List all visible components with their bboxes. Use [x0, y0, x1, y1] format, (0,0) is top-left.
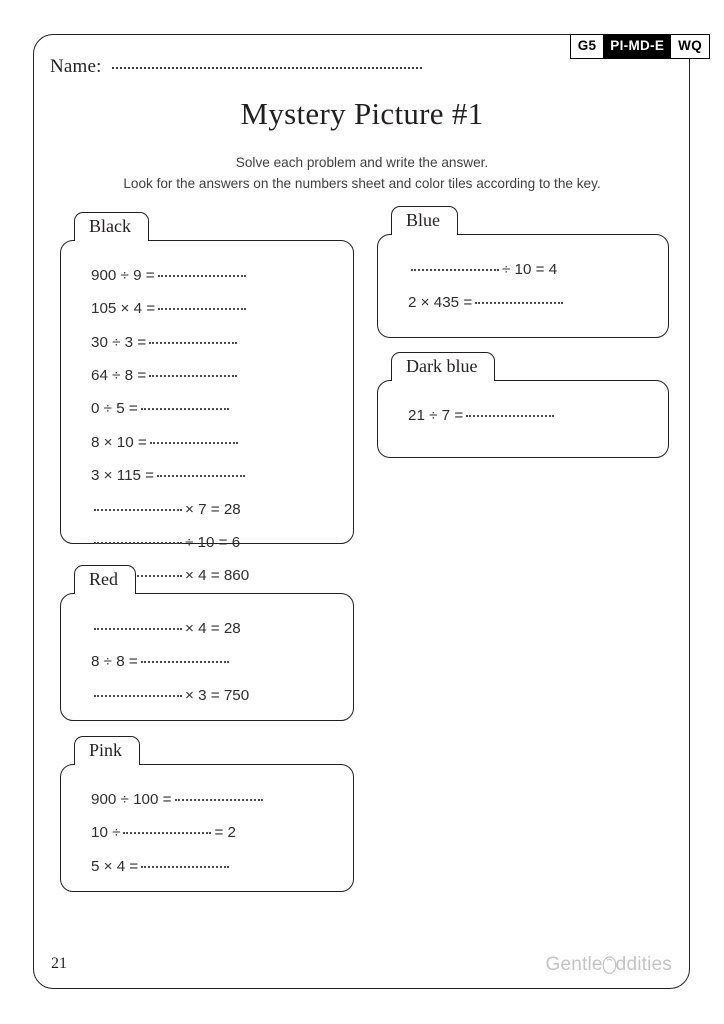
brand-text-before: Gentle — [545, 954, 603, 975]
problem-expression: 5 × 4 = — [91, 857, 139, 875]
problem-expression: 8 × 10 = — [91, 433, 147, 451]
answer-blank[interactable] — [158, 293, 246, 310]
color-group-label: Black — [74, 212, 149, 241]
answer-blank[interactable] — [466, 400, 554, 417]
instructions-line-1: Solve each problem and write the answer. — [235, 155, 489, 170]
problem-expression: 21 ÷ 7 = — [408, 406, 464, 424]
problem-row — [91, 853, 333, 873]
color-group-label: Red — [74, 565, 136, 594]
problem-expression: 64 ÷ 8 = — [91, 367, 147, 384]
answer-blank[interactable] — [94, 679, 182, 696]
problem-expression: 10 ÷ — [91, 824, 121, 842]
answer-blank[interactable] — [149, 360, 237, 377]
problem-row — [91, 496, 333, 516]
page-title: Mystery Picture #1 — [240, 96, 484, 131]
answer-blank[interactable] — [94, 527, 182, 544]
problem-list — [61, 765, 353, 896]
problem-expression-tail: × 7 = 28 — [185, 500, 241, 518]
problem-row — [91, 396, 333, 416]
problem-row — [91, 787, 333, 807]
answer-blank[interactable] — [158, 260, 246, 277]
badge-code: PI-MD-E — [603, 35, 671, 58]
answer-blank[interactable] — [141, 850, 229, 867]
problem-row — [91, 363, 333, 383]
problem-expression-tail: ÷ 10 = 6 — [185, 533, 241, 551]
problem-expression-tail: × 4 = 28 — [185, 619, 241, 637]
color-group-label: Blue — [391, 206, 458, 235]
brand-logo — [545, 955, 672, 974]
problem-row — [91, 296, 333, 316]
color-group-body — [377, 234, 669, 338]
badge-grade: G5 — [571, 35, 604, 58]
answer-blank[interactable] — [475, 287, 563, 304]
answer-blank[interactable] — [94, 493, 182, 510]
problem-row — [91, 820, 333, 840]
problem-expression: 0 ÷ 5 = — [91, 400, 138, 418]
problem-expression: 900 ÷ 100 = — [91, 790, 172, 808]
problem-row — [408, 290, 648, 310]
problem-list — [61, 594, 353, 725]
egg-icon — [602, 955, 617, 974]
problem-expression-tail: = 2 — [214, 824, 236, 842]
answer-blank[interactable] — [141, 646, 229, 663]
problem-row — [91, 329, 333, 349]
name-field-row — [50, 54, 422, 78]
problem-expression: 900 ÷ 9 = — [91, 266, 155, 284]
color-group-label: Dark blue — [391, 352, 495, 381]
problem-expression: 8 ÷ 8 = — [91, 653, 138, 671]
problem-expression: 30 ÷ 3 = — [91, 333, 147, 351]
color-group-label: Pink — [74, 736, 140, 765]
instructions — [60, 152, 664, 194]
name-input-line[interactable] — [112, 51, 422, 69]
problem-list — [61, 241, 353, 606]
problem-row — [91, 682, 333, 702]
color-group-body — [377, 380, 669, 458]
problem-row — [91, 530, 333, 550]
problem-expression-tail: × 4 = 860 — [185, 567, 250, 585]
color-group-dark-blue — [377, 352, 669, 458]
badge-type: WQ — [671, 35, 709, 58]
problem-row — [91, 616, 333, 636]
color-group-pink — [60, 736, 354, 892]
answer-blank[interactable] — [94, 613, 182, 630]
problem-expression: 2 × 435 = — [408, 294, 473, 312]
instructions-line-2: Look for the answers on the numbers sheet and color tiles according to the key. — [123, 176, 601, 192]
answer-blank[interactable] — [150, 427, 238, 444]
problem-expression-tail: × 3 = 750 — [185, 686, 250, 704]
problem-expression: 105 × 4 = — [91, 300, 156, 318]
problem-row — [91, 263, 333, 283]
answer-blank[interactable] — [411, 254, 499, 271]
answer-blank[interactable] — [157, 460, 245, 477]
color-group-body — [60, 764, 354, 892]
answer-blank[interactable] — [149, 326, 237, 343]
name-label: Name: — [50, 56, 102, 77]
problem-expression: 3 × 115 = — [91, 467, 155, 485]
problem-row — [91, 649, 333, 669]
color-group-blue — [377, 206, 669, 338]
answer-blank[interactable] — [175, 784, 263, 801]
color-group-body — [60, 593, 354, 721]
worksheet-code-badge — [570, 34, 710, 59]
brand-text-after: ddities — [615, 954, 672, 975]
answer-blank[interactable] — [141, 393, 229, 410]
problem-list — [378, 381, 668, 445]
problem-row — [91, 463, 333, 483]
problem-row — [408, 257, 648, 277]
page-number: 21 — [51, 955, 67, 972]
problem-row — [408, 403, 648, 423]
problem-expression-tail: ÷ 10 = 4 — [502, 260, 558, 278]
problem-row — [91, 430, 333, 450]
problem-list — [378, 235, 668, 333]
answer-blank[interactable] — [123, 817, 211, 834]
